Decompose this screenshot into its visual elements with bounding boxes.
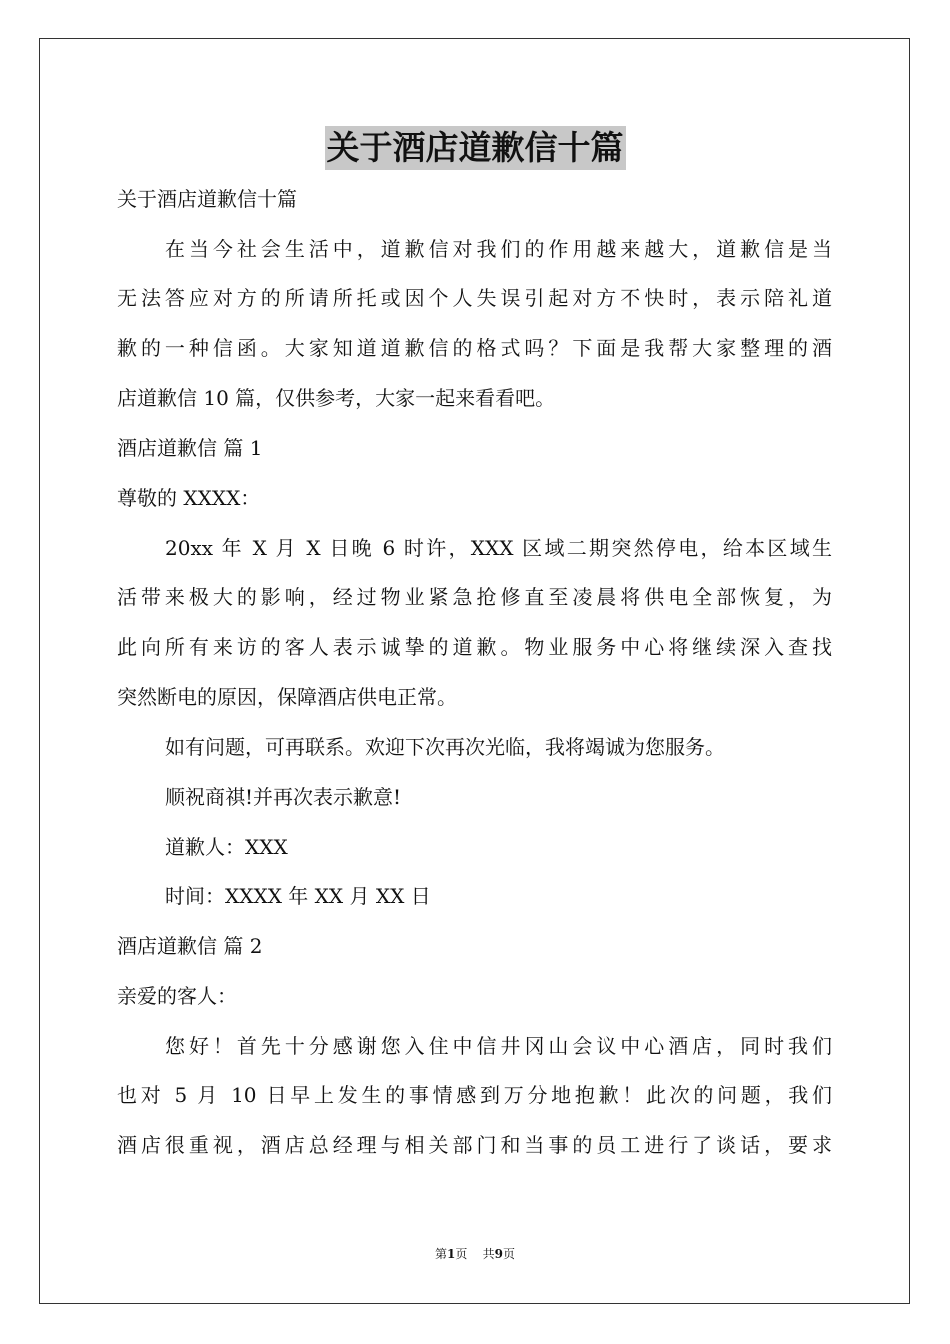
letter2-body-line-3: 酒店很重视，酒店总经理与相关部门和当事的员工进行了谈话，要求: [117, 1133, 832, 1157]
footer-page-number: 1: [446, 1247, 456, 1261]
footer-total-suffix: 页: [503, 1247, 516, 1261]
letter2-heading: 酒店道歉信 篇 2: [117, 934, 263, 958]
letter1-body-line-3: 此向所有来访的客人表示诚挚的道歉。物业服务中心将继续深入查找: [117, 635, 832, 659]
intro-line-2: 无法答应对方的所请所托或因个人失误引起对方不快时，表示陪礼道: [117, 286, 832, 310]
letter2-salutation: 亲爱的客人：: [117, 984, 237, 1008]
page-footer: [0, 1246, 950, 1262]
footer-page-prefix: 第: [434, 1247, 447, 1261]
document-title: [0, 126, 950, 170]
letter2-body-line-2: 也对 5 月 10 日早上发生的事情感到万分地抱歉！此次的问题，我们: [117, 1083, 832, 1107]
letter1-salutation: 尊敬的 XXXX：: [117, 486, 261, 510]
letter1-body-line-4: 突然断电的原因，保障酒店供电正常。: [117, 685, 457, 709]
letter1-date: 时间：XXXX 年 XX 月 XX 日: [165, 884, 431, 908]
page-border: [39, 38, 910, 1304]
letter1-closing-2: 顺祝商祺!并再次表示歉意!: [165, 785, 402, 809]
document-subtitle: 关于酒店道歉信十篇: [117, 187, 297, 211]
footer-total-pages: 9: [494, 1247, 503, 1261]
footer-total-prefix: 共: [482, 1247, 495, 1261]
letter1-closing-1: 如有问题，可再联系。欢迎下次再次光临，我将竭诚为您服务。: [165, 735, 725, 759]
footer-page-suffix: 页: [455, 1247, 468, 1261]
letter1-signer: 道歉人：XXX: [165, 835, 288, 859]
intro-line-4: 店道歉信 10 篇，仅供参考，大家一起来看看吧。: [117, 386, 556, 410]
letter2-body-line-1: 您好！首先十分感谢您入住中信井冈山会议中心酒店，同时我们: [165, 1034, 832, 1058]
letter1-heading: 酒店道歉信 篇 1: [117, 436, 263, 460]
intro-line-1: 在当今社会生活中，道歉信对我们的作用越来越大，道歉信是当: [165, 237, 832, 261]
letter1-body-line-1: 20xx 年 X 月 X 日晚 6 时许，XXX 区域二期突然停电，给本区域生: [165, 536, 832, 560]
intro-line-3: 歉的一种信函。大家知道道歉信的格式吗？下面是我帮大家整理的酒: [117, 336, 832, 360]
letter1-body-line-2: 活带来极大的影响，经过物业紧急抢修直至凌晨将供电全部恢复，为: [117, 585, 832, 609]
document-title-text: 关于酒店道歉信十篇: [325, 126, 626, 170]
